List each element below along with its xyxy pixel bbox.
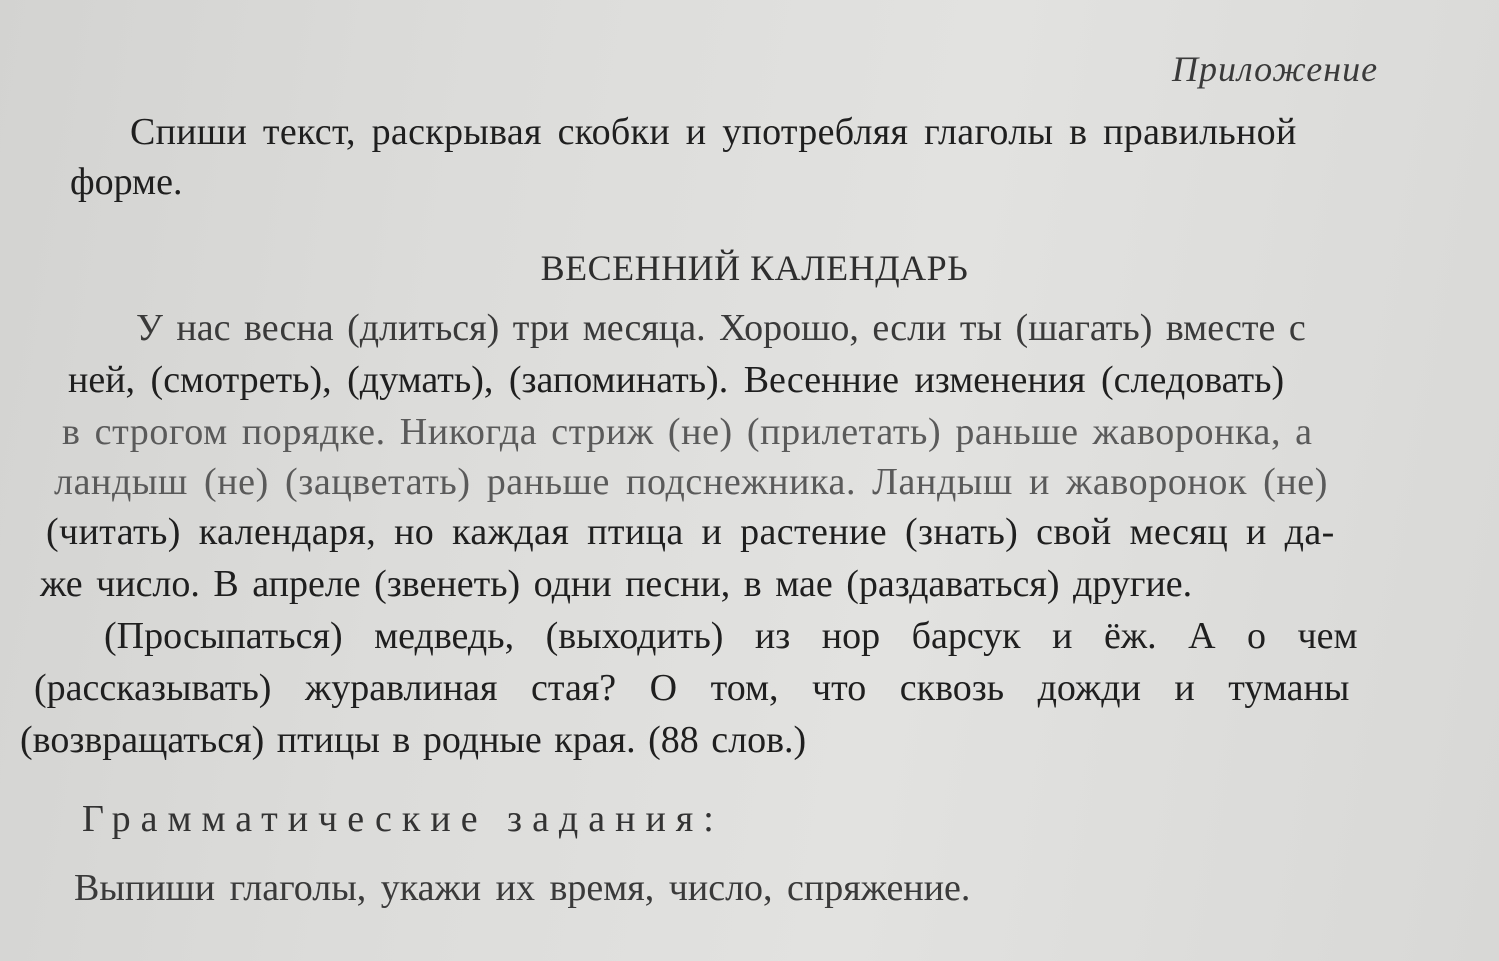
text-line-6: же число. В апреле (звенеть) одни песни, в мае (раздаваться) другие.: [40, 563, 1193, 605]
text-line-8: (рассказывать) журавлиная стая? О том, что сквозь дожди и туманы: [34, 667, 1350, 709]
grammar-task: Выпиши глаголы, укажи их время, число, спряжение.: [74, 867, 971, 909]
text-title: ВЕСЕННИЙ КАЛЕНДАРЬ: [540, 248, 969, 288]
instruction-line-2: форме.: [70, 161, 183, 203]
text-line-3: в строгом порядке. Никогда стриж (не) (прилетать) раньше жаворонка, а: [62, 411, 1313, 453]
grammar-heading: Грамматические задания:: [82, 798, 724, 840]
text-line-4: ландыш (не) (зацветать) раньше подснежника. Ландыш и жаворонок (не): [54, 461, 1329, 503]
instruction-line-1: Спиши текст, раскрывая скобки и употребляя глаголы в правильной: [130, 111, 1297, 153]
text-line-7: (Просыпаться) медведь, (выходить) из нор барсук и ёж. А о чем: [104, 615, 1358, 657]
text-line-2: ней, (смотреть), (думать), (запоминать). Весенние изменения (следовать): [68, 359, 1285, 401]
text-line-5: (читать) календаря, но каждая птица и растение (знать) свой месяц и да-: [46, 511, 1335, 553]
text-line-9: (возвращаться) птицы в родные края. (88 слов.): [20, 719, 807, 761]
text-line-1: У нас весна (длиться) три месяца. Хорошо, если ты (шагать) вместе с: [136, 307, 1306, 349]
appendix-label: Приложение: [1172, 49, 1379, 89]
